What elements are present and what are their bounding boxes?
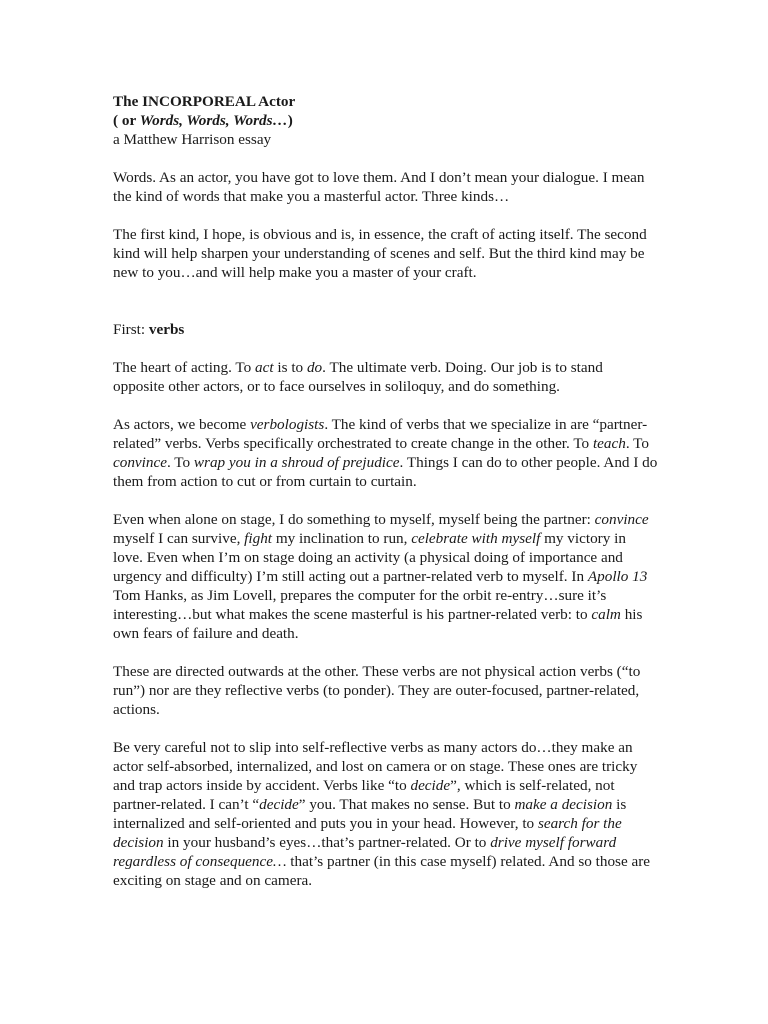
text-run: his own fears of failure and death.: [113, 606, 643, 642]
text-run: . Things I can do to other people. And I do them from action to cut or from curtain to curtain.: [113, 454, 658, 490]
text-run: in your husband’s eyes…that’s partner-related. Or to: [163, 834, 491, 851]
italic-run: do: [306, 359, 323, 376]
text-run: my victory in love. Even when I’m on stage doing an activity (a physical doing of importance and urgency and difficulty) I’m still acting out a partner-related verb to myself. In: [113, 530, 626, 585]
text-run: . To: [625, 435, 649, 452]
italic-run: drive myself forward regardless of consequence…: [113, 834, 617, 870]
text-run: Tom Hanks, as Jim Lovell, prepares the computer for the orbit re-entry…sure it’s interesting…but what makes the scene masterful is his partner-related verb: to: [113, 587, 607, 623]
essay-byline: a Matthew Harrison essay: [113, 131, 272, 148]
italic-run: act: [255, 359, 274, 376]
verbs-paragraph-4: These are directed outwards at the other. These verbs are not physical action verbs (“to run”) nor are they reflective verbs (to ponder). They are outer-focused, partner-related, actions.: [113, 663, 641, 718]
subtitle-close: ): [287, 112, 293, 129]
section-heading-prefix: First:: [113, 321, 149, 338]
italic-run: decide: [410, 777, 451, 794]
italic-run: fight: [244, 530, 273, 547]
title-block: [113, 92, 658, 149]
italic-run: decide: [259, 796, 299, 813]
text-run: myself I can survive,: [113, 530, 245, 547]
text-run: Even when alone on stage, I do something to myself, myself being the partner:: [113, 511, 595, 528]
section-heading: [113, 320, 658, 339]
text-run: . The kind of verbs that we specialize in are “partner-related” verbs. Verbs specifically orchestrated to create change in the other. To: [113, 416, 648, 452]
verbs-paragraph-2: [113, 415, 658, 491]
italic-run: convince: [594, 511, 649, 528]
essay-title: The INCORPOREAL Actor: [113, 93, 296, 110]
italic-run: make a decision: [514, 796, 613, 813]
italic-run: convince: [113, 454, 167, 471]
text-run: ” you. That makes no sense. But to: [298, 796, 515, 813]
italic-run: Apollo 13: [587, 568, 648, 585]
text-run: . The ultimate verb. Doing. Our job is to stand opposite other actors, or to face ourselves in soliloquy, and do something.: [113, 359, 603, 395]
italic-run: calm: [591, 606, 621, 623]
verbs-paragraph-5: [113, 738, 658, 890]
italic-run: teach: [592, 435, 626, 452]
text-run: that’s partner (in this case myself) related. And so those are exciting on stage and on camera.: [113, 853, 651, 889]
text-run: Be very careful not to slip into self-reflective verbs as many actors do…they make an actor self-absorbed, internalized, and lost on camera or on stage. These ones are tricky and trap actors inside by accident. Verbs like “to: [113, 739, 638, 794]
text-run: my inclination to run,: [272, 530, 412, 547]
italic-run: verbologists: [250, 416, 325, 433]
subtitle-italic: Words, Words, Words…: [139, 112, 288, 129]
text-run: As actors, we become: [113, 416, 251, 433]
text-run: . To: [166, 454, 194, 471]
document-page: [113, 92, 658, 909]
text-run: ”, which is self-related, not partner-related. I can’t “: [113, 777, 615, 813]
italic-run: celebrate with myself: [411, 530, 541, 547]
section-heading-bold: verbs: [148, 321, 185, 338]
section-spacer: [113, 301, 658, 320]
verbs-paragraph-3: [113, 510, 658, 643]
italic-run: wrap you in a shroud of prejudice: [193, 454, 400, 471]
intro-paragraph-1: Words. As an actor, you have got to love them. And I don’t mean your dialogue. I mean the kind of words that make you a masterful actor. Three kinds…: [113, 169, 645, 205]
text-run: is internalized and self-oriented and puts you in your head. However, to: [113, 796, 627, 832]
text-run: The heart of acting. To: [113, 359, 256, 376]
intro-paragraph-2: The first kind, I hope, is obvious and is, in essence, the craft of acting itself. The second kind will help sharpen your understanding of scenes and self. But the third kind may be new to you…and will help make you a master of your craft.: [113, 226, 647, 281]
text-run: is to: [273, 359, 307, 376]
subtitle-open: ( or: [113, 112, 140, 129]
essay-subtitle: [113, 111, 658, 130]
verbs-paragraph-1: [113, 358, 658, 396]
italic-run: search for the decision: [113, 815, 622, 851]
